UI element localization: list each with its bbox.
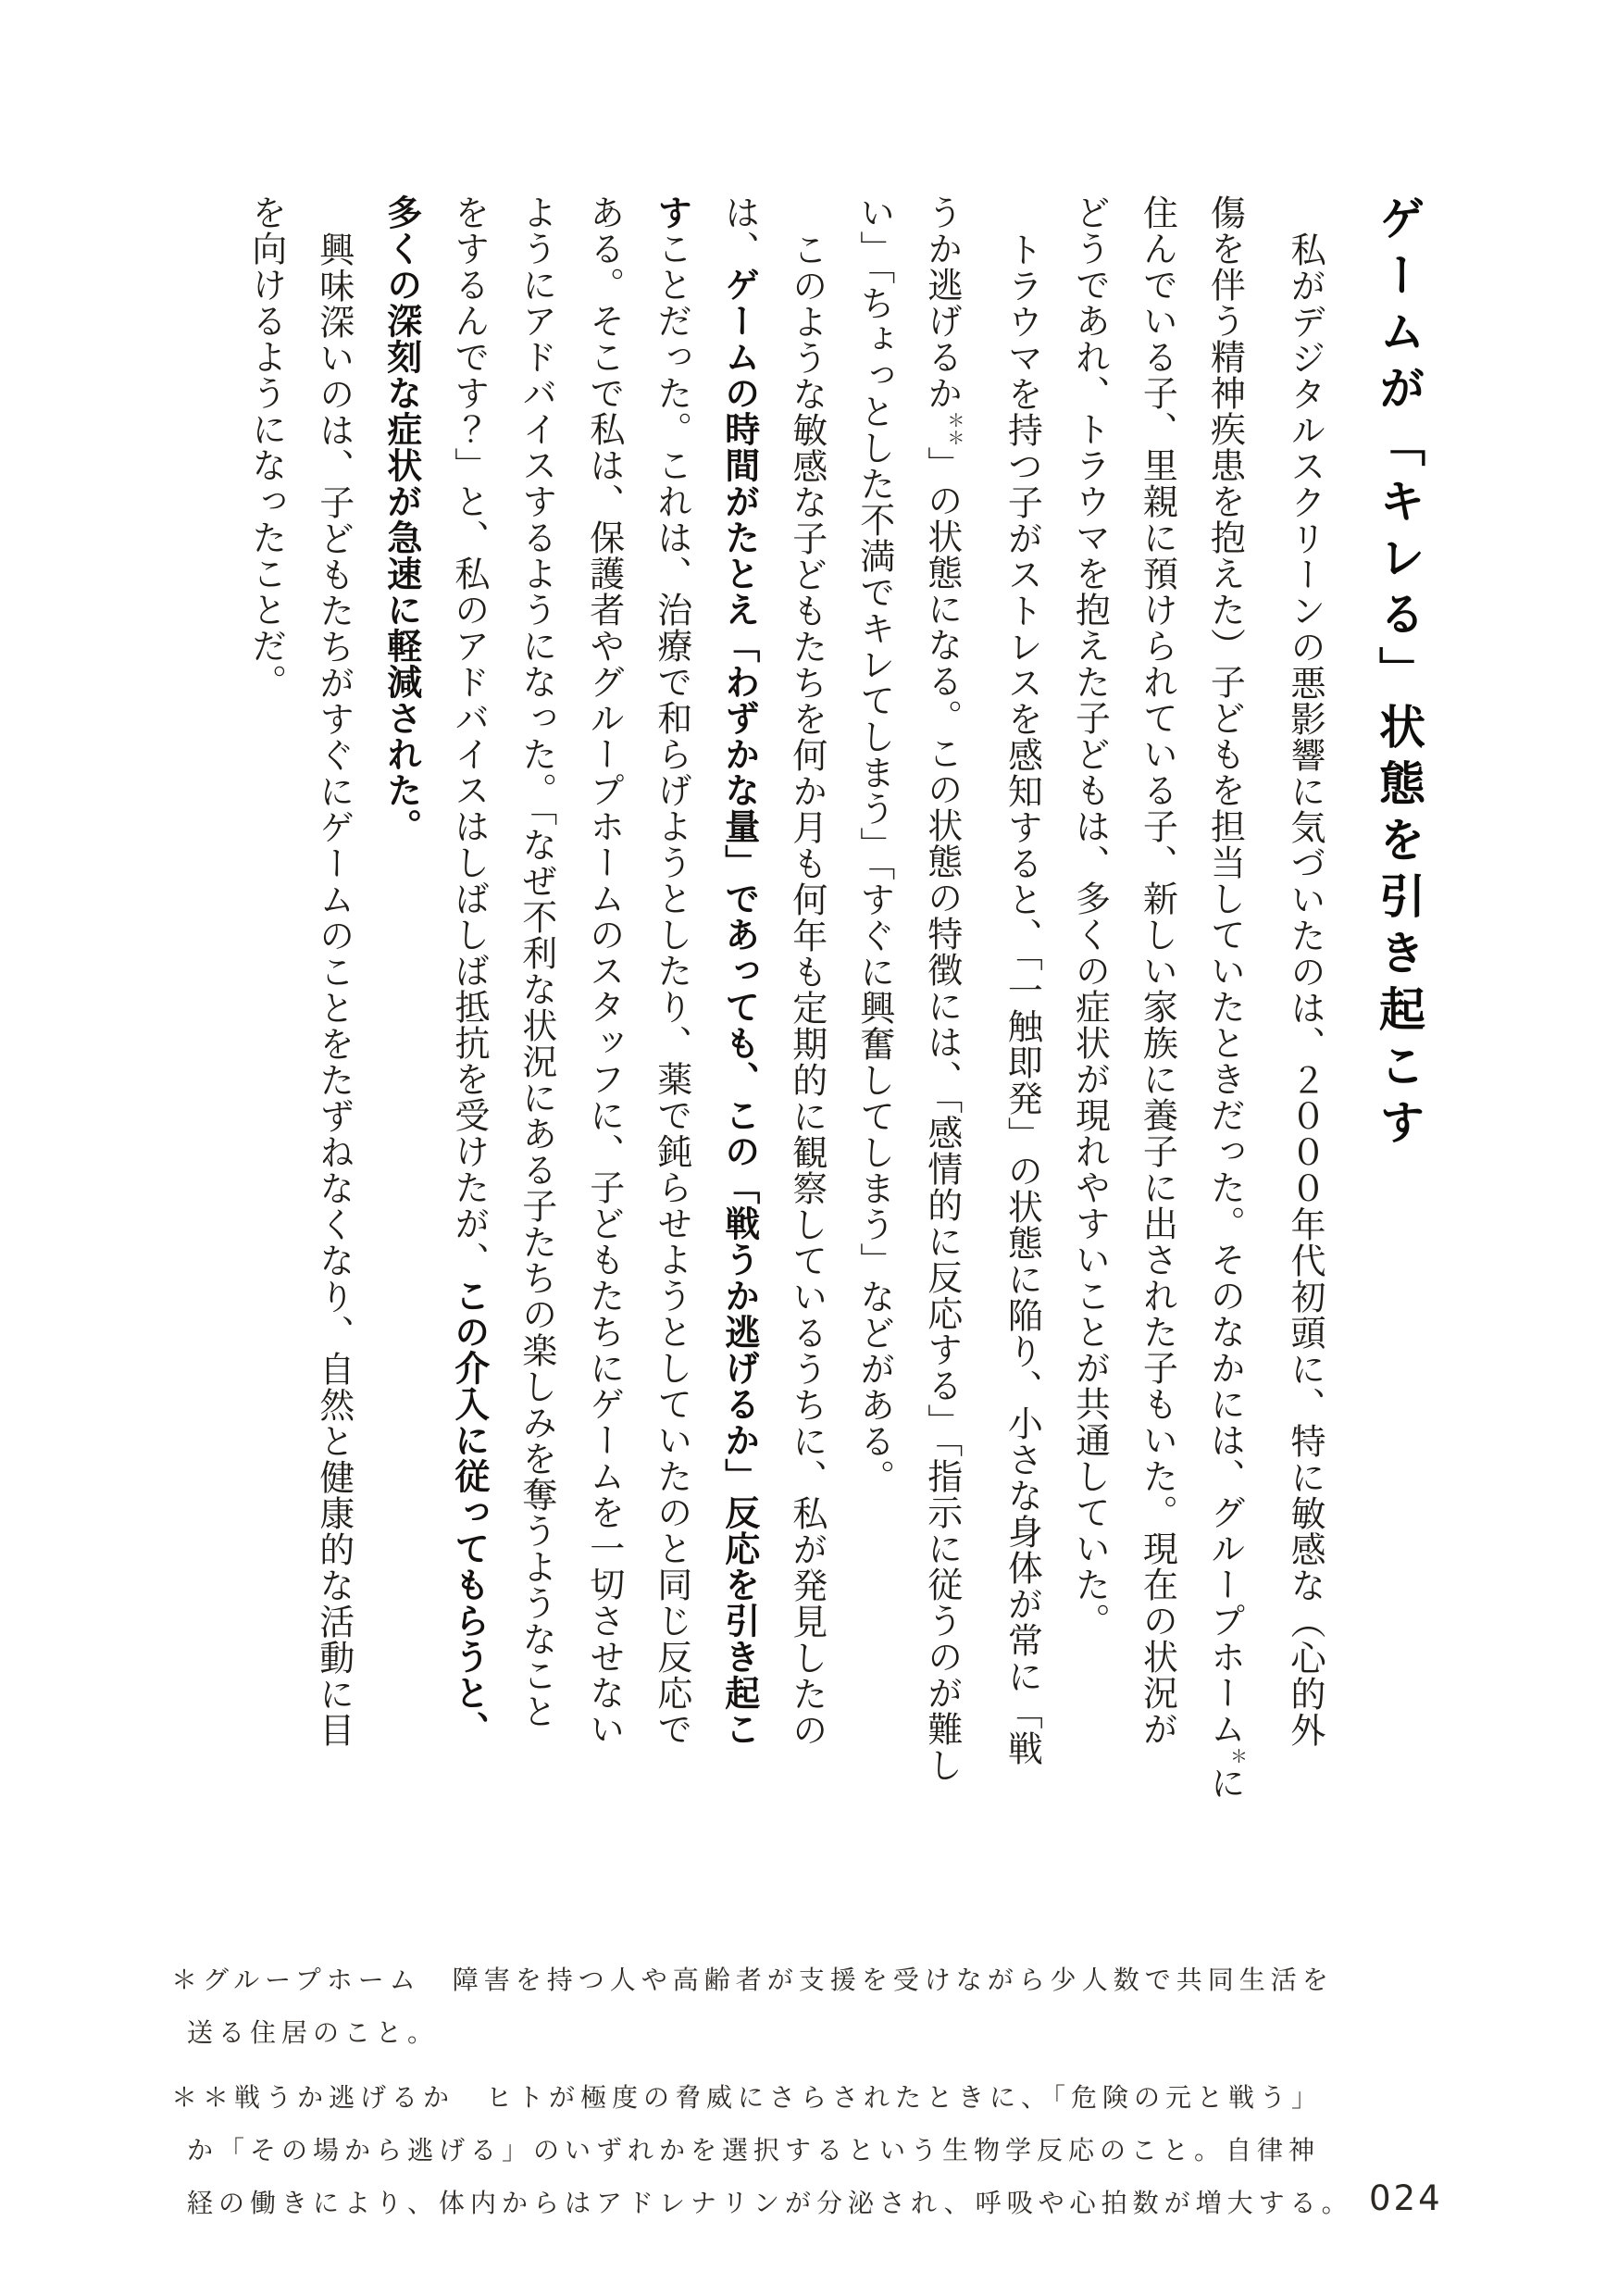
text-run: トラウマを持つ子がストレスを感知すると、「一触即発」の状態に陥り、小さな身体が常に「戦 うか逃げるか bbox=[921, 194, 1043, 1766]
body-paragraph bbox=[367, 194, 840, 1852]
footnote-item: ＊＊戦うか逃げるか ヒトが極度の脅威にさらされたときに、「危険の元と戦う」 か「その場から逃げる」のいずれかを選択するという生物学反応のこと。自律神 経の働きにより、体内からはアドレナリンが分泌され、呼吸や心拍数が増大する。 bbox=[171, 2082, 1353, 2218]
bold-emphasis: ゲームの時間がたとえ「わずかな量」であっても、この「戦うか逃げるか」反応を引き起こ す bbox=[651, 194, 760, 1747]
section-heading: ゲームが「キレる」状態を引き起こす bbox=[1372, 194, 1425, 1154]
footnote-item: ＊グループホーム 障害を持つ人や高齢者が支援を受けながら少人数で共同生活を 送る住居のこと。 bbox=[171, 1965, 1334, 2048]
bold-emphasis: この介入に従ってもらうと、 多くの深刻な症状が急速に軽減された。 bbox=[380, 194, 490, 1747]
text-run: 私がデジタルスクリーンの悪影響に気づいたのは、２０００年代初頭に、特に敏感な（心的外 傷を伴う精神疾患を抱えた）子どもを担当していたときだった。そのなかには、グループホーム bbox=[1204, 194, 1326, 1748]
footnote-marker: ＊ bbox=[1227, 1747, 1248, 1765]
body-paragraphs bbox=[232, 194, 1338, 1852]
footnotes-block bbox=[171, 1953, 1416, 2229]
text-run: 興味深いのは、子どもたちがすぐにゲームのことをたずねなくなり、自然と健康的な活動に目 を向けるようになったことだ。 bbox=[245, 194, 355, 1748]
body-paragraph bbox=[840, 194, 1056, 1852]
page-number: 024 bbox=[1369, 2178, 1443, 2218]
body-paragraph bbox=[1055, 194, 1338, 1852]
body-paragraph bbox=[232, 194, 367, 1852]
footnote-marker: ＊＊ bbox=[944, 411, 965, 446]
text-run: に 住んでいる子、里親に預けられている子、新しい家族に養子に出された子もいた。現在の状況が どうであれ、トラウマを抱えた子どもは、多くの症状が現れやすいことが共通していた。 bbox=[1069, 194, 1246, 1801]
text-run: このような敏感な子どもたちを何か月も何年も定期的に観察しているうちに、私が発見したの は、 bbox=[718, 194, 828, 1748]
main-text-block bbox=[232, 194, 1433, 1852]
text-run: ことだった。これは、治療で和らげようとしたり、薬で鈍らせようとしていたのと同じ反応で ある。そこで私は、保護者やグループホームのスタッフに、子どもたちにゲームを一切させない ようにアドバイスするようになった。「なぜ不利な状況にある子たちの楽しみを奪うようなこと をするんです？」と、私のアドバイスはしばしば抵抗を受けたが、 bbox=[448, 194, 692, 1747]
text-run: 」の状態になる。この状態の特徴には、「感情的に反応する」「指示に従うのが難し い」「ちょっとした不満でキレてしまう」「すぐに興奮してしまう」などがある。 bbox=[853, 194, 963, 1783]
